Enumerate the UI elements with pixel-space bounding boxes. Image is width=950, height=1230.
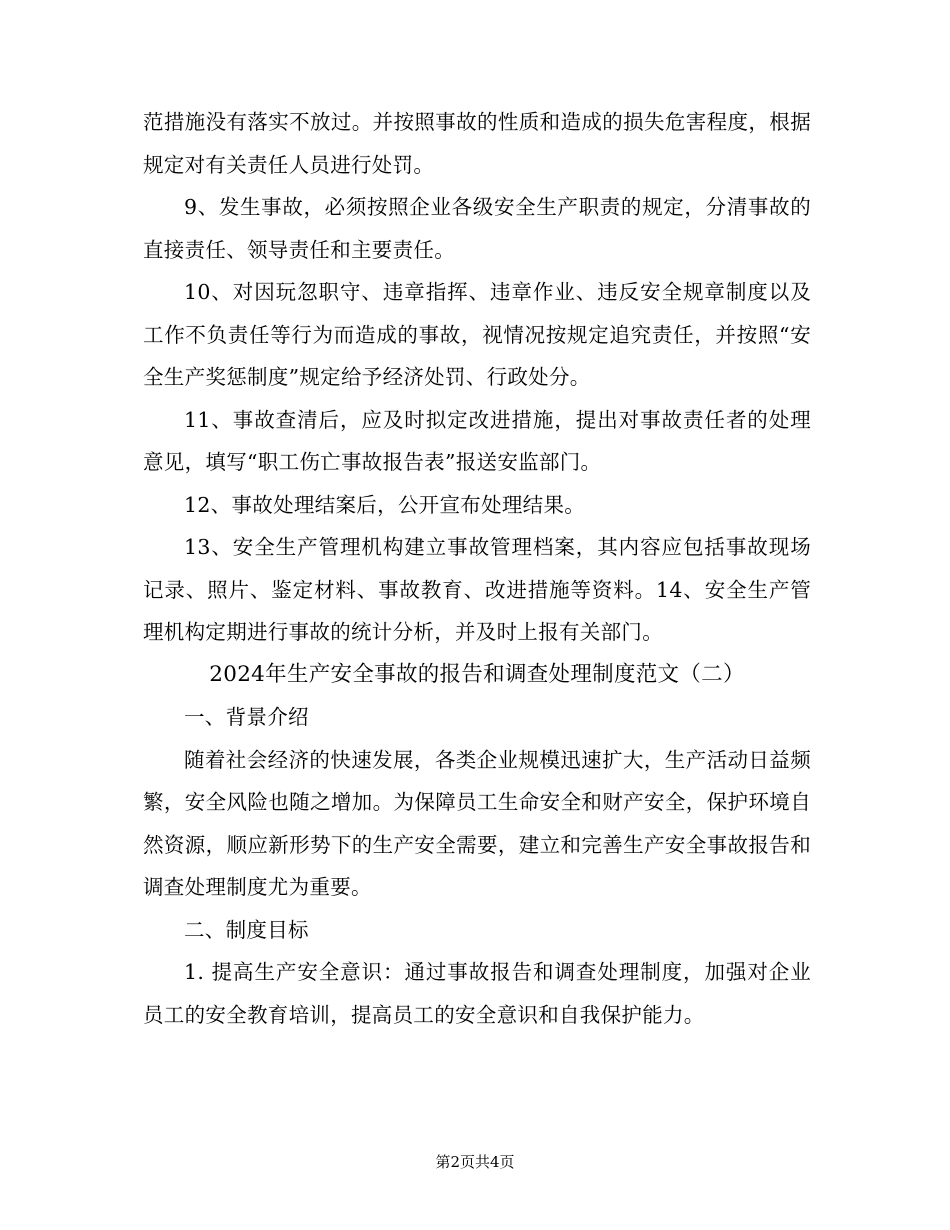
background-body: 随着社会经济的快速发展，各类企业规模迅速扩大，生产活动日益频繁，安全风险也随之增加。为保障员工生命安全和财产安全，保护环境自然资源，顺应新形势下的生产安全需要，建立和完善生产安全事故报告和调查处理制度尤为重要。 — [143, 747, 811, 899]
page-number: 第2页共4页 — [435, 1153, 515, 1171]
paragraph-item-10: 10、对因玩忽职守、违章指挥、违章作业、违反安全规章制度以及工作不负责任等行为而造成的事故，视情况按规定追究责任，并按照“安全生产奖惩制度”规定给予经济处罚、行政处分。 — [143, 280, 811, 389]
document-body — [143, 101, 811, 1036]
paragraph-item-12: 12、事故处理结案后，公开宣布处理结果。 — [184, 492, 586, 517]
paragraph-continuation: 范措施没有落实不放过。并按照事故的性质和造成的损失危害程度，根据规定对有关责任人员进行处罚。 — [143, 110, 811, 177]
paragraph-item-11: 11、事故查清后，应及时拟定改进措施，提出对事故责任者的处理意见，填写“职工伤亡事故报告表”报送安监部门。 — [143, 407, 811, 474]
background-title: 一、背景介绍 — [184, 705, 309, 729]
goals-title: 二、制度目标 — [184, 917, 309, 942]
paragraph-item-9: 9、发生事故，必须按照企业各级安全生产职责的规定，分清事故的直接责任、领导责任和主要责任。 — [143, 195, 811, 262]
section-heading: 2024年生产安全事故的报告和调查处理制度范文（二） — [209, 661, 745, 687]
goal-item-1: 1. 提高生产安全意识：通过事故报告和调查处理制度，加强对企业员工的安全教育培训，提高员工的安全意识和自我保护能力。 — [143, 960, 811, 1027]
paragraph-item-13-14: 13、安全生产管理机构建立事故管理档案，其内容应包括事故现场记录、照片、鉴定材料、事故教育、改进措施等资料。14、安全生产管理机构定期进行事故的统计分析，并及时上报有关部门。 — [143, 535, 811, 644]
